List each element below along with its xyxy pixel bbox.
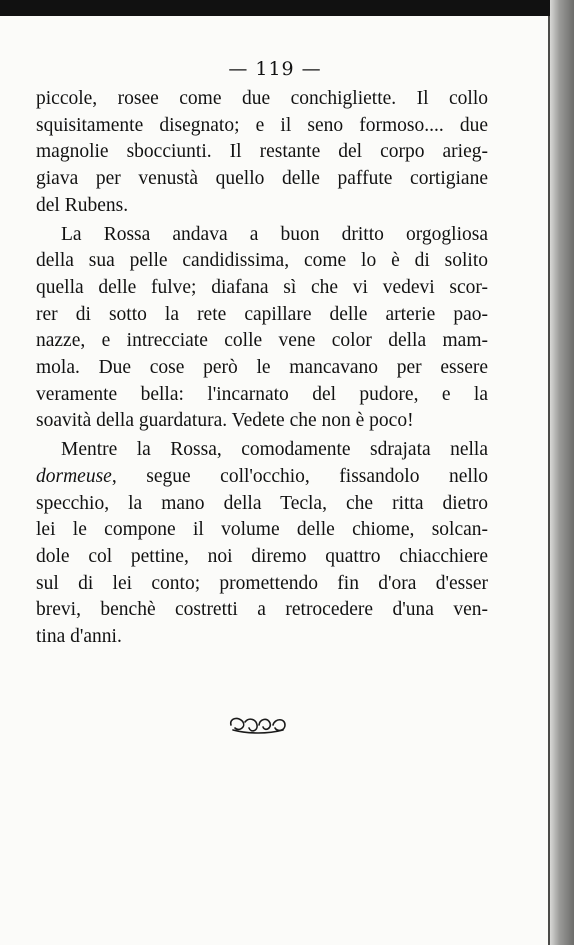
text-line: veramente bella: l'incarnato del pudore, e la <box>36 383 488 405</box>
ornament-flourish-icon <box>223 712 293 738</box>
page-number: — 119 — <box>228 58 322 80</box>
text-line: magnolie sbocciunti. Il restante del corpo arieg- <box>36 141 488 163</box>
paragraph-1 <box>36 86 488 220</box>
text-line: brevi, benchè costretti a retrocedere d'una ven- <box>36 599 488 621</box>
text-line: piccole, rosee come due conchigliette. Il collo <box>36 88 488 109</box>
text-line: dormeuse, segue coll'occhio, fissandolo nello <box>36 465 488 487</box>
text-line: della sua pelle candidissima, come lo è di solito <box>36 250 488 272</box>
scan-border-right <box>550 0 574 945</box>
body-text <box>36 86 488 651</box>
italic-word: dormeuse <box>36 465 112 487</box>
text-line: sul di lei conto; promettendo fin d'ora d'esser <box>36 572 488 594</box>
text-line: nazze, e intrecciate colle vene color della mam- <box>36 330 488 352</box>
text-line: soavità della guardatura. Vedete che non è poco! <box>36 410 414 432</box>
text-line: Mentre la Rossa, comodamente sdrajata nella <box>61 439 488 461</box>
text-line: giava per venustà quello delle paffute cortigiane <box>36 168 488 190</box>
text-line: dole col pettine, noi diremo quattro chiacchiere <box>36 545 488 567</box>
text-line: squisitamente disegnato; e il seno formoso.... due <box>36 114 488 136</box>
text-line: rer di sotto la rete capillare delle arterie pao- <box>36 303 488 325</box>
page-edge <box>548 16 550 945</box>
paragraph-3 <box>36 437 488 651</box>
text-line: del Rubens. <box>36 194 129 216</box>
text-line: tina d'anni. <box>36 626 122 648</box>
scan-border-top <box>0 0 574 16</box>
text-line: lei le compone il volume delle chiome, solcan- <box>36 519 488 541</box>
text-line: mola. Due cose però le mancavano per essere <box>36 357 488 379</box>
text-line: quella delle fulve; diafana sì che vi vedevi scor- <box>36 276 488 298</box>
text-line: La Rossa andava a buon dritto orgogliosa <box>61 223 488 245</box>
text-line: specchio, la mano della Tecla, che ritta dietro <box>36 492 488 514</box>
paragraph-2 <box>36 222 488 436</box>
